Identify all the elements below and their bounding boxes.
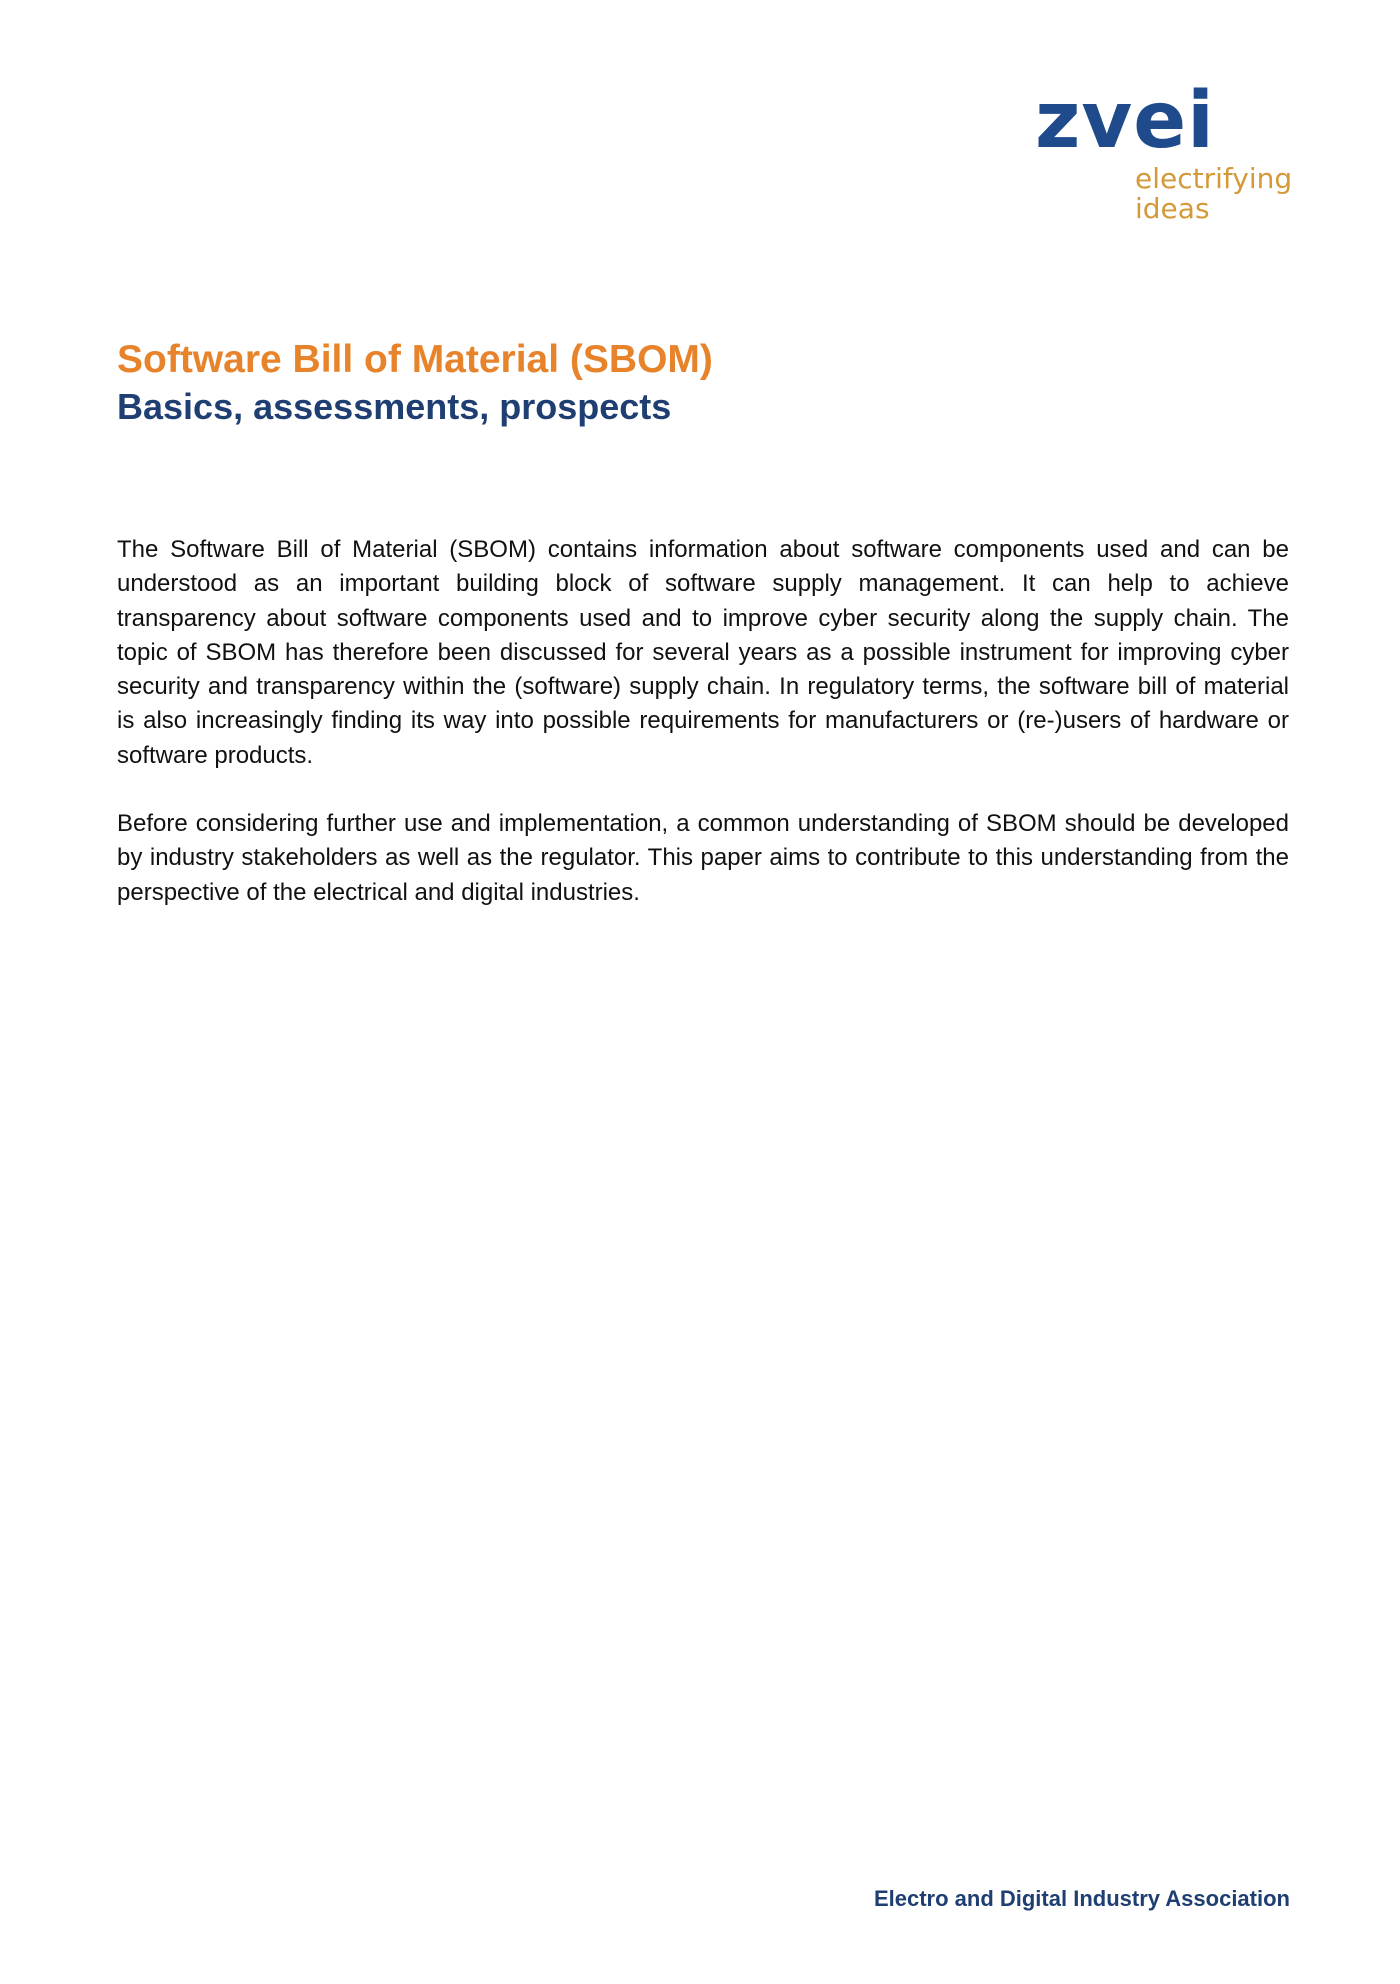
- logo-tagline-line1: electrifying: [1135, 162, 1293, 195]
- logo-wordmark: zvei: [1035, 76, 1215, 166]
- zvei-logo: [1035, 76, 1315, 225]
- logo-tagline: [1135, 164, 1315, 224]
- paragraph-purpose: Before considering further use and implementation, a common understanding of SBOM should be developed by industry stakeholders as well as the regulator. This paper aims to contribute to this understanding from the perspective of the electrical and digital industries.: [117, 810, 1289, 906]
- footer-organization: Electro and Digital Industry Association: [873, 1886, 1290, 1911]
- body-text: [117, 533, 1289, 944]
- logo-tagline-line2: ideas: [1135, 192, 1210, 225]
- document-title: Software Bill of Material (SBOM): [117, 338, 713, 381]
- title-block: [117, 336, 713, 430]
- document-subtitle: Basics, assessments, prospects: [117, 386, 672, 427]
- paragraph-intro: The Software Bill of Material (SBOM) contains information about software components used and can be understood as an important building block of software supply management. It can help to achieve transparency about software components used and to improve cyber security along the supply chain. The topic of SBOM has therefore been discussed for several years as a possible instrument for improving cyber security and transparency within the (software) supply chain. In regulatory terms, the software bill of material is also increasingly finding its way into possible requirements for manufacturers or (re-)users of hardware or software products.: [117, 536, 1289, 769]
